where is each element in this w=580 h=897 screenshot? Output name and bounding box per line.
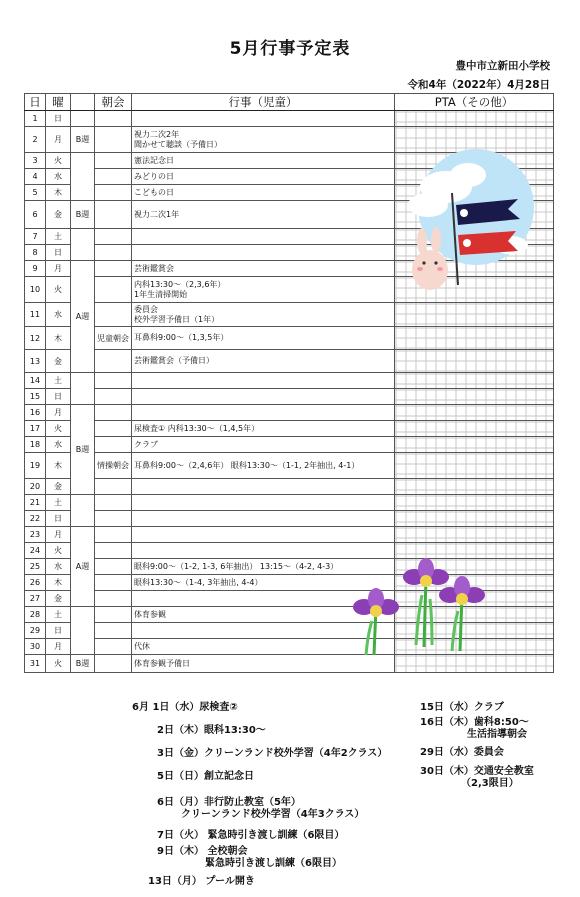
event-text: 内科13:30～（2,3,6年） xyxy=(134,279,226,289)
june-event xyxy=(420,717,529,741)
row-events xyxy=(132,153,395,169)
row-events xyxy=(132,245,395,261)
row-weekday: 金 xyxy=(46,591,71,607)
row-day: 1 xyxy=(25,111,46,127)
row-events xyxy=(132,169,395,185)
week-label: B週 xyxy=(71,405,95,495)
row-day: 12 xyxy=(25,327,46,350)
row-chokai xyxy=(95,405,132,421)
row-day: 26 xyxy=(25,575,46,591)
row-events xyxy=(132,111,395,127)
row-weekday: 木 xyxy=(46,327,71,350)
event-text: 体育参観予備日 xyxy=(134,658,190,668)
row-chokai xyxy=(95,639,132,655)
iris-flower xyxy=(439,576,485,651)
june-event xyxy=(420,766,534,790)
june-event xyxy=(157,846,342,870)
row-day: 11 xyxy=(25,303,46,327)
row-day: 28 xyxy=(25,607,46,623)
rabbit-eye xyxy=(422,261,425,264)
week-label: A週 xyxy=(71,527,95,607)
row-chokai xyxy=(95,261,132,277)
schedule-row xyxy=(25,437,554,453)
iris-flower xyxy=(403,558,449,647)
week-label: B週 xyxy=(71,201,95,229)
row-chokai xyxy=(95,169,132,185)
schedule-row xyxy=(25,511,554,527)
row-chokai xyxy=(95,575,132,591)
row-day: 19 xyxy=(25,453,46,479)
event-text: みどりの日 xyxy=(134,171,174,181)
page-title: 5月行事予定表 xyxy=(229,39,351,59)
june-event xyxy=(157,797,364,821)
june-event-text: （2,3限目） xyxy=(461,778,519,789)
rabbit-cheek xyxy=(417,267,423,271)
row-weekday: 土 xyxy=(46,607,71,623)
header-events: 行事（児童） xyxy=(132,94,395,111)
row-weekday: 土 xyxy=(46,373,71,389)
carp-eye xyxy=(463,239,471,247)
event-text: 芸術鑑賞会（予備日） xyxy=(134,356,214,365)
row-weekday: 火 xyxy=(46,277,71,303)
row-events xyxy=(132,201,395,229)
row-day: 29 xyxy=(25,623,46,639)
row-events xyxy=(132,127,395,153)
iris-flower xyxy=(353,588,399,655)
row-day: 22 xyxy=(25,511,46,527)
row-chokai xyxy=(95,153,132,169)
june-event xyxy=(157,771,254,783)
row-weekday: 日 xyxy=(46,623,71,639)
june-event-text: 6月 1日（水）尿検査② xyxy=(132,702,238,713)
schedule-row xyxy=(25,405,554,421)
event-text: 代休 xyxy=(134,641,150,651)
row-weekday: 日 xyxy=(46,511,71,527)
event-text: 視力二次2年 xyxy=(134,129,180,139)
june-event xyxy=(157,725,266,737)
week-label: A週 xyxy=(71,261,95,373)
row-chokai xyxy=(95,185,132,201)
row-weekday: 水 xyxy=(46,437,71,453)
week-label: B週 xyxy=(71,655,95,673)
june-event-text: 15日（水）クラブ xyxy=(420,702,504,713)
event-text: こどもの日 xyxy=(134,187,174,197)
week-label xyxy=(71,229,95,261)
event-text: 芸術鑑賞会 xyxy=(134,263,174,273)
schedule-row xyxy=(25,303,554,327)
row-chokai xyxy=(95,437,132,453)
event-text: 校外学習予備日（1年） xyxy=(134,314,220,324)
row-chokai xyxy=(95,111,132,127)
row-weekday: 日 xyxy=(46,111,71,127)
june-event-text: クリーンランド校外学習（4年3クラス） xyxy=(181,809,365,820)
event-text: 視力二次1年 xyxy=(134,209,180,219)
header-day: 日 xyxy=(25,94,46,111)
row-weekday: 水 xyxy=(46,303,71,327)
row-events xyxy=(132,327,395,350)
row-chokai xyxy=(95,389,132,405)
cloud xyxy=(450,163,486,187)
row-pta xyxy=(395,373,554,389)
schedule-row xyxy=(25,350,554,373)
row-day: 25 xyxy=(25,559,46,575)
iris-illustration xyxy=(352,555,502,660)
row-events xyxy=(132,527,395,543)
event-text: 眼科9:00～（1-2, 1-3, 6年抽出） 13:15～（4-2, 4-3） xyxy=(134,561,339,571)
row-pta xyxy=(395,453,554,479)
row-day: 13 xyxy=(25,350,46,373)
june-event-text: 6日（月）非行防止教室（5年） xyxy=(157,797,301,808)
june-event xyxy=(157,748,387,760)
june-event xyxy=(148,876,255,888)
row-chokai xyxy=(95,559,132,575)
row-events xyxy=(132,303,395,327)
row-weekday: 日 xyxy=(46,245,71,261)
rabbit-ear xyxy=(431,227,441,253)
row-chokai: 児童朝会 xyxy=(95,327,132,350)
schedule-row xyxy=(25,327,554,350)
row-chokai xyxy=(95,245,132,261)
row-events xyxy=(132,495,395,511)
week-label xyxy=(71,607,95,655)
row-chokai xyxy=(95,421,132,437)
row-events xyxy=(132,277,395,303)
row-events xyxy=(132,350,395,373)
row-weekday: 金 xyxy=(46,350,71,373)
school-name: 豊中市立新田小学校 xyxy=(455,60,550,72)
june-event xyxy=(157,830,344,842)
row-events xyxy=(132,185,395,201)
row-chokai xyxy=(95,495,132,511)
event-text: 1年生清掃開始 xyxy=(134,289,188,299)
june-event-text: 13日（月） プール開き xyxy=(148,876,255,887)
row-events xyxy=(132,453,395,479)
row-day: 2 xyxy=(25,127,46,153)
row-weekday: 土 xyxy=(46,229,71,245)
row-day: 30 xyxy=(25,639,46,655)
event-text: 眼科13:30～（1-4, 3年抽出, 4-4） xyxy=(134,577,263,587)
row-weekday: 月 xyxy=(46,261,71,277)
header-weekday: 曜 xyxy=(46,94,71,111)
event-text: 尿検査① 内科13:30～（1,4,5年） xyxy=(134,423,260,433)
row-pta xyxy=(395,389,554,405)
row-day: 15 xyxy=(25,389,46,405)
week-label xyxy=(71,153,95,201)
schedule-row xyxy=(25,479,554,495)
row-events xyxy=(132,373,395,389)
row-events xyxy=(132,405,395,421)
row-chokai xyxy=(95,607,132,623)
row-pta xyxy=(395,421,554,437)
june-event-text: 30日（木）交通安全教室 xyxy=(420,766,534,777)
row-events xyxy=(132,389,395,405)
june-event xyxy=(420,747,504,759)
row-pta xyxy=(395,405,554,421)
row-weekday: 火 xyxy=(46,153,71,169)
row-events xyxy=(132,437,395,453)
event-text: 聞かせて聴談（予備日） xyxy=(134,139,222,149)
june-event xyxy=(420,702,504,714)
table-header-row xyxy=(25,94,554,111)
row-day: 18 xyxy=(25,437,46,453)
row-events xyxy=(132,261,395,277)
june-event-text: 3日（金）クリーンランド校外学習（4年2クラス） xyxy=(157,748,388,759)
row-chokai xyxy=(95,527,132,543)
row-chokai xyxy=(95,350,132,373)
june-event-text: 生活指導朝会 xyxy=(467,729,527,740)
event-text: 体育参観 xyxy=(134,609,166,619)
schedule-row xyxy=(25,389,554,405)
row-pta xyxy=(395,350,554,373)
koinobori-illustration xyxy=(398,145,538,300)
rabbit-ear xyxy=(417,228,427,254)
schedule-row xyxy=(25,527,554,543)
row-chokai xyxy=(95,229,132,245)
row-chokai xyxy=(95,277,132,303)
row-weekday: 金 xyxy=(46,479,71,495)
row-weekday: 水 xyxy=(46,169,71,185)
row-day: 16 xyxy=(25,405,46,421)
row-chokai: 情操朝会 xyxy=(95,453,132,479)
row-events xyxy=(132,229,395,245)
row-day: 4 xyxy=(25,169,46,185)
row-day: 20 xyxy=(25,479,46,495)
row-chokai xyxy=(95,127,132,153)
row-pta xyxy=(395,511,554,527)
row-day: 10 xyxy=(25,277,46,303)
row-events xyxy=(132,511,395,527)
header-week xyxy=(71,94,95,111)
row-weekday: 金 xyxy=(46,201,71,229)
row-pta xyxy=(395,437,554,453)
row-chokai xyxy=(95,511,132,527)
june-event-text: 9日（木） 全校朝会 xyxy=(157,846,248,857)
row-pta xyxy=(395,327,554,350)
row-day: 17 xyxy=(25,421,46,437)
row-chokai xyxy=(95,201,132,229)
row-day: 31 xyxy=(25,655,46,673)
event-text: 耳鼻科9:00～（2,4,6年） 眼科13:30～（1-1, 2年抽出, 4-1） xyxy=(134,460,360,470)
june-event-text: 2日（木）眼科13:30～ xyxy=(157,725,266,736)
june-event-text: 緊急時引き渡し訓練（6限目） xyxy=(205,858,342,869)
row-pta xyxy=(395,303,554,327)
row-day: 7 xyxy=(25,229,46,245)
row-pta xyxy=(395,111,554,127)
schedule-row xyxy=(25,373,554,389)
row-chokai xyxy=(95,303,132,327)
schedule-row xyxy=(25,495,554,511)
row-weekday: 日 xyxy=(46,389,71,405)
june-event-text: 29日（水）委員会 xyxy=(420,747,504,758)
june-event-text: 16日（木）歯科8:50～ xyxy=(420,717,529,728)
row-day: 24 xyxy=(25,543,46,559)
week-label xyxy=(71,111,95,127)
week-label: B週 xyxy=(71,127,95,153)
row-day: 3 xyxy=(25,153,46,169)
row-weekday: 月 xyxy=(46,527,71,543)
row-day: 6 xyxy=(25,201,46,229)
row-events xyxy=(132,479,395,495)
carp-eye xyxy=(460,209,468,217)
cloud xyxy=(408,193,448,217)
row-day: 9 xyxy=(25,261,46,277)
row-weekday: 月 xyxy=(46,127,71,153)
week-label xyxy=(71,495,95,527)
week-label xyxy=(71,373,95,405)
rabbit-body xyxy=(412,250,448,290)
row-weekday: 火 xyxy=(46,543,71,559)
row-chokai xyxy=(95,623,132,639)
header-pta: PTA（その他） xyxy=(395,94,554,111)
june-event-text: 5日（日）創立記念日 xyxy=(157,771,254,782)
row-day: 21 xyxy=(25,495,46,511)
row-day: 23 xyxy=(25,527,46,543)
row-weekday: 火 xyxy=(46,655,71,673)
row-weekday: 水 xyxy=(46,559,71,575)
row-events xyxy=(132,421,395,437)
row-day: 27 xyxy=(25,591,46,607)
row-weekday: 木 xyxy=(46,185,71,201)
june-event xyxy=(132,702,238,714)
row-chokai xyxy=(95,591,132,607)
rabbit-cheek xyxy=(437,267,443,271)
row-day: 14 xyxy=(25,373,46,389)
row-weekday: 火 xyxy=(46,421,71,437)
row-chokai xyxy=(95,543,132,559)
event-text: 委員会 xyxy=(134,304,158,314)
issue-date: 令和4年（2022年）4月28日 xyxy=(407,79,550,91)
row-chokai xyxy=(95,655,132,673)
schedule-row xyxy=(25,453,554,479)
row-weekday: 土 xyxy=(46,495,71,511)
row-day: 5 xyxy=(25,185,46,201)
rabbit-eye xyxy=(434,261,437,264)
row-pta xyxy=(395,527,554,543)
row-pta xyxy=(395,479,554,495)
schedule-row xyxy=(25,111,554,127)
event-text: 耳鼻科9:00～（1,3,5年） xyxy=(134,333,229,342)
june-event-text: 7日（火） 緊急時引き渡し訓練（6限目） xyxy=(157,830,345,841)
row-chokai xyxy=(95,479,132,495)
event-text: 憲法記念日 xyxy=(134,155,174,165)
header-chokai: 朝会 xyxy=(95,94,132,111)
row-weekday: 木 xyxy=(46,453,71,479)
schedule-row xyxy=(25,421,554,437)
row-chokai xyxy=(95,373,132,389)
row-weekday: 月 xyxy=(46,405,71,421)
row-weekday: 木 xyxy=(46,575,71,591)
row-day: 8 xyxy=(25,245,46,261)
event-text: クラブ xyxy=(134,439,158,449)
row-pta xyxy=(395,495,554,511)
row-weekday: 月 xyxy=(46,639,71,655)
